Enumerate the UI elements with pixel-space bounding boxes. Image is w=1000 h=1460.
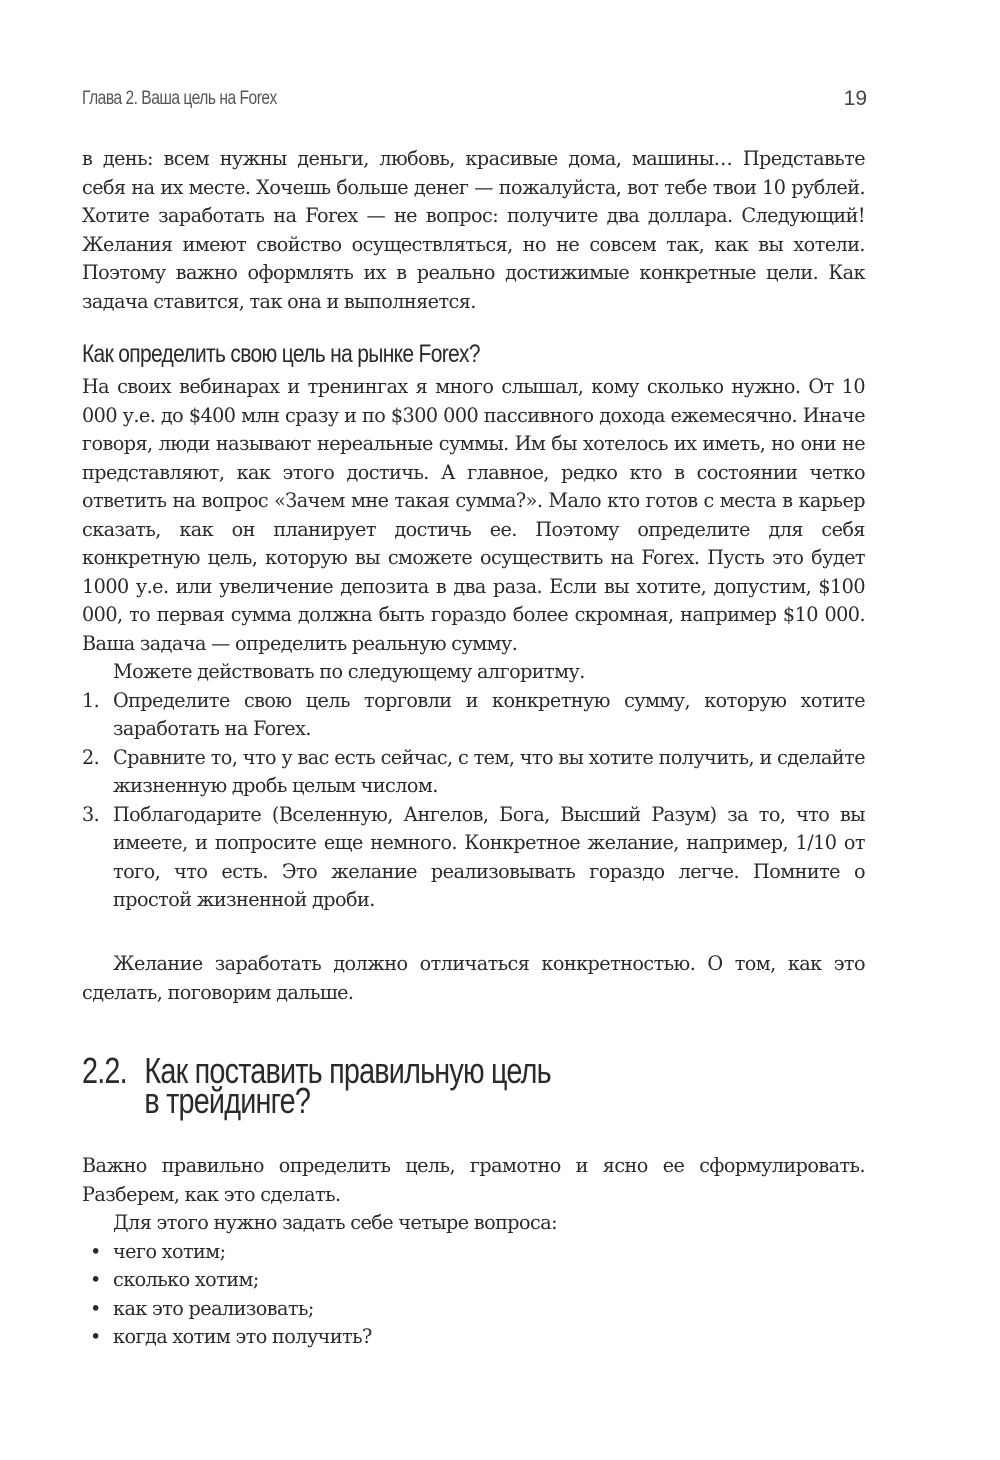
step-number: 2. — [82, 745, 100, 769]
list-item — [82, 1295, 865, 1324]
section-title-line1: Как поставить правильную цель — [144, 1050, 551, 1091]
running-head: Глава 2. Ваша цель на Forex — [82, 88, 277, 109]
step-number: 1. — [82, 688, 100, 712]
question-text: чего хотим; — [113, 1239, 226, 1263]
section-title-line2: в трейдинге? — [144, 1080, 311, 1121]
list-item — [82, 1266, 865, 1295]
subsection-block — [82, 373, 865, 915]
question-text: как это реализовать; — [113, 1296, 314, 1320]
list-item — [82, 1323, 865, 1352]
list-item — [82, 744, 865, 801]
intro-block — [82, 145, 865, 316]
intro-paragraph: в день: всем нужны деньги, любовь, красивые дома, машины… Представьте себя на их месте. Хочешь больше денег — пожалуйста, вот тебе твои 10 рублей. Хотите заработать на Forex — не вопрос: получите два доллара. Следующий! Желания имеют свойство осуществляться, но не совсем так, как вы хотели. Поэтому важно оформлять их в реально достижимые конкретные цели. Как задача ставится, так она и выполняется. — [82, 147, 865, 313]
question-text: когда хотим это получить? — [113, 1325, 372, 1348]
list-item — [82, 801, 865, 915]
bullet-icon: • — [90, 1268, 101, 1291]
step-text: Определите свою цель торговли и конкретную сумму, которую хотите заработать на Forex. — [113, 688, 865, 740]
questions-list — [82, 1238, 865, 1352]
section-block — [82, 1152, 865, 1352]
step-text: Сравните то, что у вас есть сейчас, с тем, что вы хотите получить, и сделайте жизненную дробь целым числом. — [113, 745, 865, 797]
bullet-icon: • — [90, 1325, 101, 1348]
section-number: 2.2. — [82, 1050, 127, 1091]
bullet-icon: • — [90, 1239, 101, 1263]
algorithm-intro: Можете действовать по следующему алгоритму. — [113, 660, 585, 683]
bullet-icon: • — [90, 1296, 101, 1320]
list-item — [82, 687, 865, 744]
section-heading — [82, 1050, 551, 1121]
questions-intro: Для этого нужно задать себе четыре вопроса: — [113, 1211, 558, 1234]
closing-paragraph: Желание заработать должно отличаться конкретностью. О том, как это сделать, поговорим дальше. — [82, 952, 865, 1004]
subsection-heading: Как определить свою цель на рынке Forex? — [82, 340, 480, 368]
algorithm-steps — [82, 687, 865, 915]
step-number: 3. — [82, 802, 100, 826]
section-paragraph: Важно правильно определить цель, грамотно и ясно ее сформулировать. Разберем, как это сделать. — [82, 1154, 865, 1206]
list-item — [82, 1238, 865, 1267]
step-text: Поблагодарите (Вселенную, Ангелов, Бога, Высший Разум) за то, что вы имеете, и попросите еще немного. Конкретное желание, например, 1/10 от того, что есть. Это желание реализовывать гораздо легче. Помните о простой жизненной дроби. — [113, 802, 865, 911]
closing-block — [82, 950, 865, 1007]
subsection-paragraph: На своих вебинарах и тренингах я много слышал, кому сколько нужно. От 10 000 у.е. до $400 млн сразу и по $300 000 пассивного дохода ежемесячно. Иначе говоря, люди называют нереальные суммы. Им бы хотелось их иметь, но они не представляют, как этого достичь. А главное, редко кто в состоянии четко ответить на вопрос «Зачем мне такая сумма?». Мало кто готов с места в карьер сказать, как он планирует достичь ее. Поэтому определите для себя конкретную цель, которую вы сможете осуществить на Forex. Пусть это будет 1000 у.е. или увеличение депозита в два раза. Если вы хотите, допустим, $100 000, то первая сумма должна быть гораздо более скромная, например $10 000. Ваша задача — определить реальную сумму. — [82, 375, 865, 655]
question-text: сколько хотим; — [113, 1268, 259, 1291]
page-number: 19 — [843, 87, 867, 110]
